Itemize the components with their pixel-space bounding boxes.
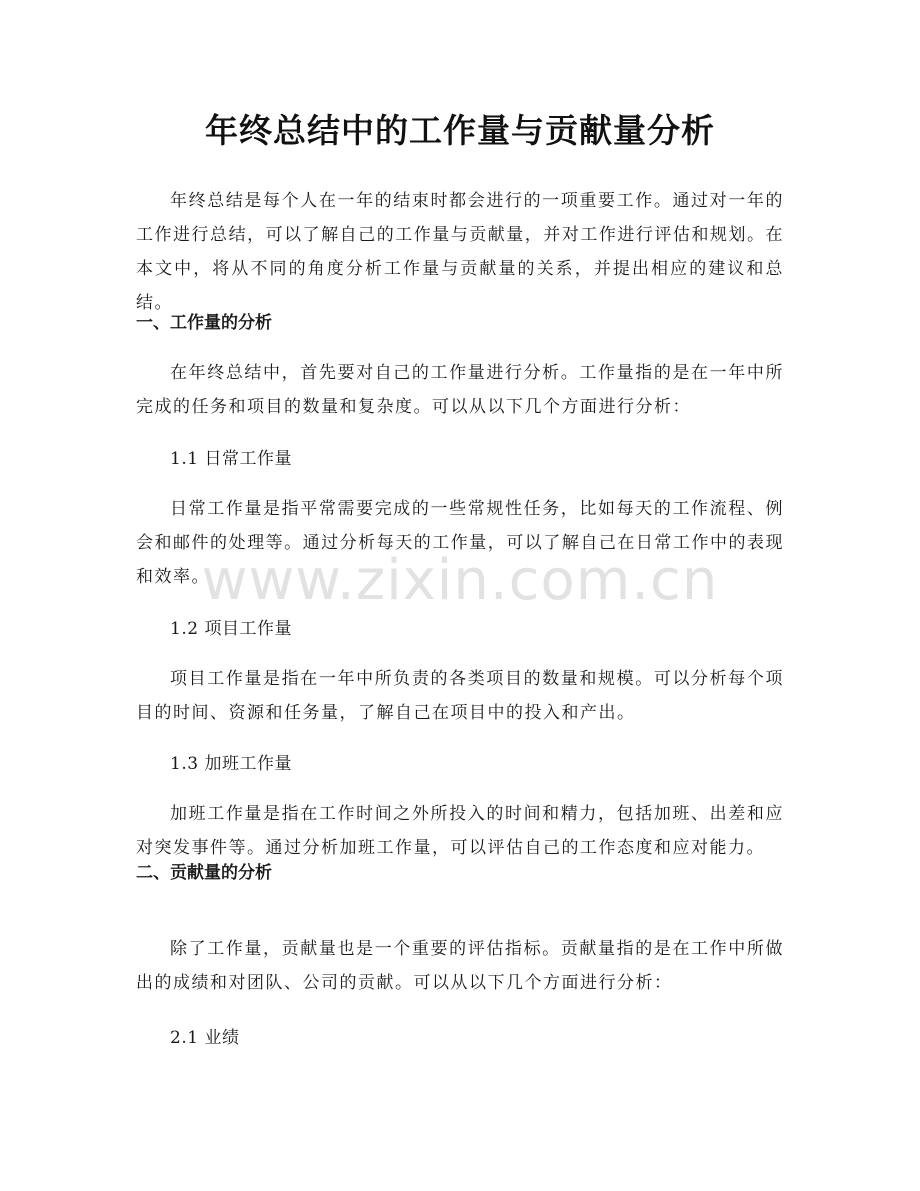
intro-paragraph: 年终总结是每个人在一年的结束时都会进行的一项重要工作。通过对一年的工作进行总结，可以了解自己的工作量与贡献量，并对工作进行评估和规划。在本文中，将从不同的角度分析工作量与贡献量的关系，并提出相应的建议和总结。: [136, 191, 784, 313]
section1-sub2-heading: 1.2 项目工作量: [170, 619, 292, 639]
document-title: 年终总结中的工作量与贡献量分析: [205, 111, 715, 150]
section1-sub3-heading: 1.3 加班工作量: [170, 754, 292, 774]
section1-heading: 一、工作量的分析: [136, 313, 272, 333]
section1-sub1-paragraph: 日常工作量是指平常需要完成的一些常规性任务，比如每天的工作流程、例会和邮件的处理等。通过分析每天的工作量，可以了解自己在日常工作中的表现和效率。: [136, 499, 784, 587]
section1-sub1-heading: 1.1 日常工作量: [170, 449, 292, 469]
section2-intro-paragraph: 除了工作量，贡献量也是一个重要的评估指标。贡献量指的是在工作中所做出的成绩和对团队、公司的贡献。可以从以下几个方面进行分析：: [136, 939, 784, 993]
section2-sub1-heading: 2.1 业绩: [170, 1028, 240, 1048]
watermark: www.zixin.com.cn: [201, 548, 719, 613]
section1-intro-paragraph: 在年终总结中，首先要对自己的工作量进行分析。工作量指的是在一年中所完成的任务和项目的数量和复杂度。可以从以下几个方面进行分析：: [136, 363, 784, 417]
section1-sub2-paragraph: 项目工作量是指在一年中所负责的各类项目的数量和规模。可以分析每个项目的时间、资源和任务量，了解自己在项目中的投入和产出。: [136, 669, 784, 723]
section1-sub3-paragraph: 加班工作量是指在工作时间之外所投入的时间和精力，包括加班、出差和应对突发事件等。通过分析加班工作量，可以评估自己的工作态度和应对能力。: [136, 804, 784, 858]
section2-heading: 二、贡献量的分析: [136, 863, 272, 883]
